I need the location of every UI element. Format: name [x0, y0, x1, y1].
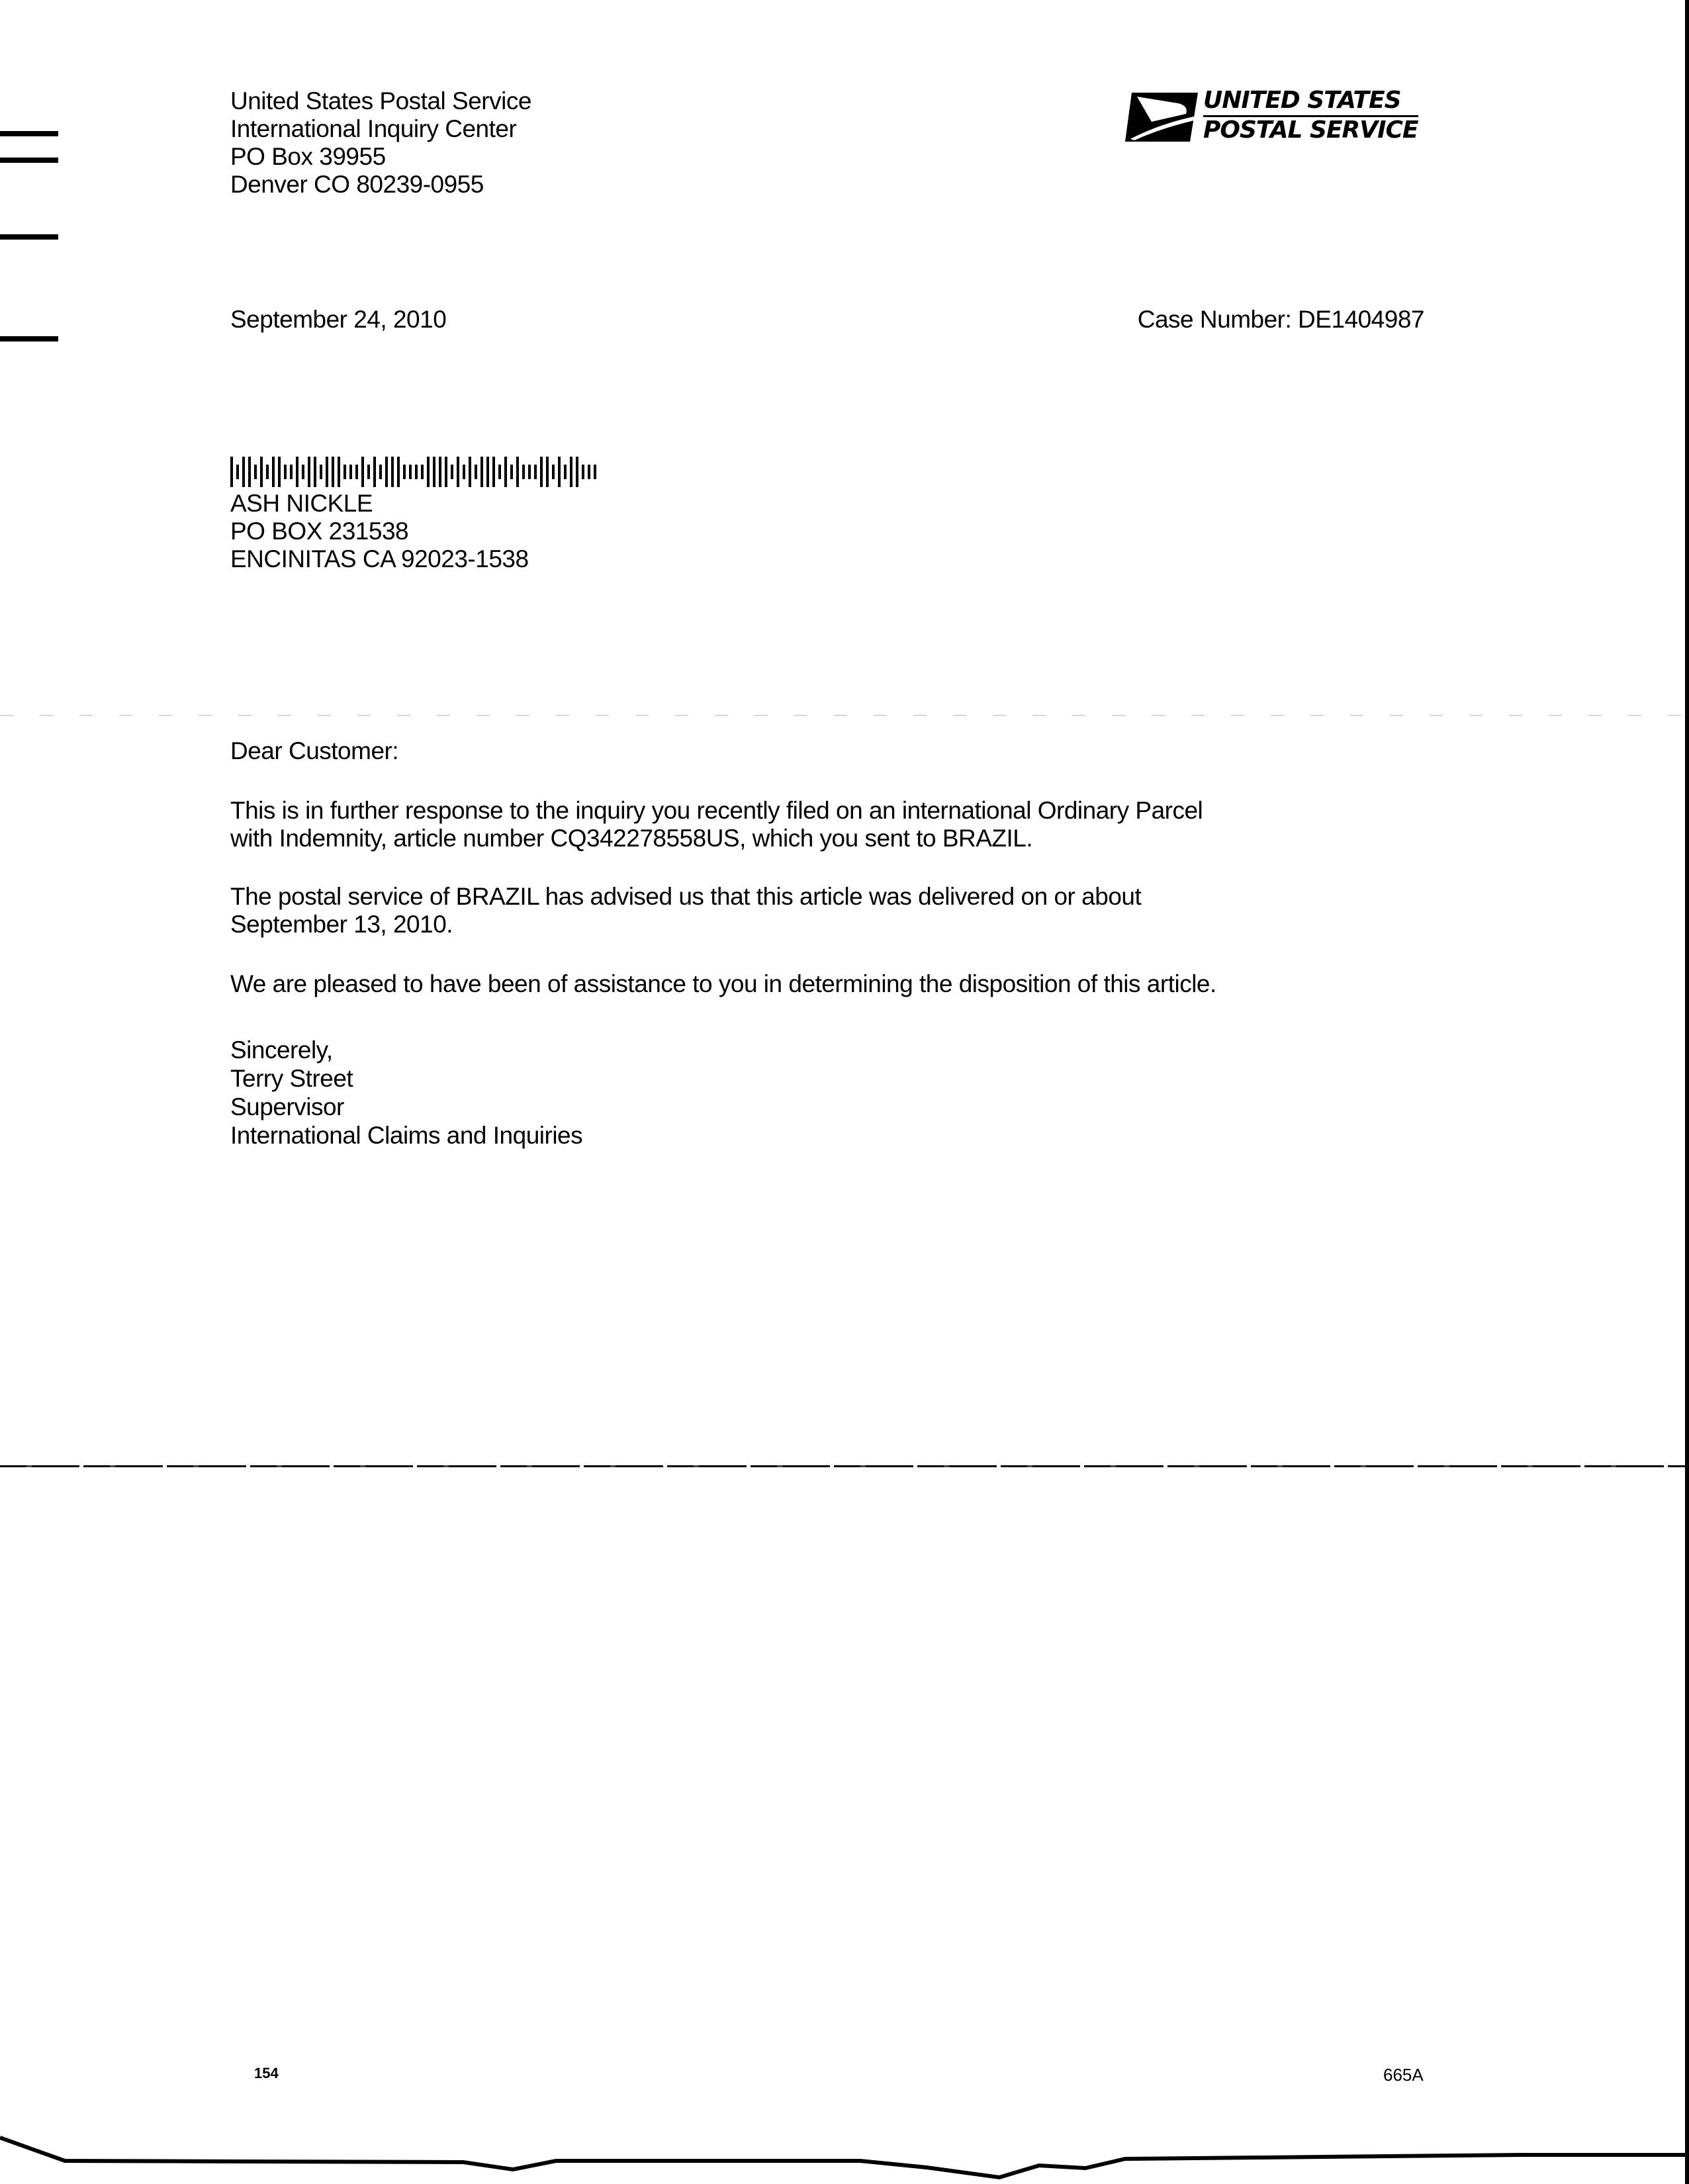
page-edge-right: [1685, 0, 1689, 2184]
barcode-bar: [266, 465, 269, 479]
logo-line-2: POSTAL SERVICE: [1203, 116, 1418, 144]
page-edge-bottom: [0, 2131, 1689, 2184]
barcode-bar: [379, 465, 382, 479]
scan-dotted-line: [0, 715, 1689, 716]
barcode-bar: [367, 465, 370, 479]
barcode-bar: [332, 457, 334, 487]
margin-mark: [0, 131, 58, 136]
footer-code-right: 665A: [1383, 2065, 1424, 2085]
barcode-bar: [373, 457, 376, 487]
barcode-bar: [486, 457, 489, 487]
barcode-bar: [480, 457, 483, 487]
barcode-bar: [260, 457, 263, 487]
barcode-bar: [361, 457, 364, 487]
barcode-bar: [230, 457, 233, 487]
margin-mark: [0, 158, 58, 163]
barcode-bar: [308, 457, 310, 487]
recipient-address: [230, 490, 529, 573]
barcode-bar: [457, 457, 459, 487]
barcode-bar: [451, 465, 453, 479]
usps-logo: [1125, 87, 1430, 147]
sender-line: PO Box 39955: [230, 143, 386, 170]
barcode-bar: [546, 457, 549, 487]
barcode-bar: [272, 457, 275, 487]
barcode-bar: [421, 465, 424, 479]
signer-name: Terry Street: [230, 1065, 353, 1092]
barcode-bar: [427, 457, 430, 487]
barcode-bar: [475, 465, 477, 479]
barcode-bar: [582, 465, 584, 479]
barcode-bar: [343, 465, 346, 479]
paragraph-inquiry: [230, 797, 1203, 852]
barcode-bar: [338, 457, 340, 487]
barcode-bar: [236, 465, 239, 479]
recipient-line: ENCINITAS CA 92023-1538: [230, 545, 529, 572]
barcode-bar: [284, 465, 287, 479]
barcode-bar: [463, 465, 465, 479]
barcode-bar: [504, 457, 507, 487]
barcode-bar: [534, 465, 537, 479]
barcode-bar: [570, 457, 572, 487]
signer-title: Supervisor: [230, 1093, 344, 1120]
paragraph-closing: We are pleased to have been of assistance to you in determining the disposition of this article.: [230, 970, 1216, 997]
footer-code-left: 154: [254, 2065, 279, 2081]
barcode-bar: [558, 457, 561, 487]
margin-mark: [0, 336, 58, 341]
barcode-bar: [278, 457, 281, 487]
letter-date: September 24, 2010: [230, 306, 447, 333]
sender-line: International Inquiry Center: [230, 115, 517, 142]
barcode-bar: [522, 465, 525, 479]
barcode-bar: [397, 457, 400, 487]
barcode-bar: [498, 465, 501, 479]
barcode-bar: [492, 457, 495, 487]
paragraph-line: with Indemnity, article number CQ342278558US, which you sent to BRAZIL.: [230, 825, 1033, 852]
sender-address: [230, 87, 531, 199]
signer-department: International Claims and Inquiries: [230, 1122, 583, 1149]
salutation: Dear Customer:: [230, 737, 399, 764]
barcode-bar: [355, 465, 358, 479]
barcode-bar: [528, 465, 531, 479]
barcode-bar: [320, 465, 322, 479]
barcode-bar: [409, 465, 412, 479]
barcode-bar: [290, 465, 293, 479]
barcode-bar: [248, 457, 251, 487]
barcode-bar: [445, 457, 447, 487]
barcode-bar: [242, 457, 245, 487]
signature-block: [230, 1036, 582, 1150]
barcode-bar: [588, 465, 590, 479]
recipient-line: ASH NICKLE: [230, 490, 373, 517]
paragraph-line: September 13, 2010.: [230, 911, 453, 938]
barcode-bar: [415, 465, 418, 479]
barcode-bar: [510, 465, 513, 479]
barcode-bar: [469, 457, 471, 487]
eagle-icon: [1125, 93, 1198, 142]
barcode-bar: [540, 457, 543, 487]
barcode-bar: [314, 457, 316, 487]
margin-mark: [0, 234, 58, 240]
paragraph-line: This is in further response to the inquiry you recently filed on an international Ordinary Parcel: [230, 797, 1203, 824]
barcode-bar: [516, 457, 519, 487]
logo-line-1: UNITED STATES: [1203, 87, 1418, 117]
barcode-bar: [564, 465, 567, 479]
recipient-line: PO BOX 231538: [230, 518, 409, 545]
barcode-bar: [254, 465, 257, 479]
sender-line: United States Postal Service: [230, 87, 531, 114]
barcode-bar: [594, 465, 596, 479]
sender-line: Denver CO 80239-0955: [230, 171, 484, 198]
case-number: Case Number: DE1404987: [1137, 306, 1424, 333]
postal-barcode-icon: [230, 454, 596, 487]
barcode-bar: [296, 457, 298, 487]
barcode-bar: [403, 465, 406, 479]
barcode-bar: [385, 457, 388, 487]
barcode-bar: [439, 457, 441, 487]
barcode-bar: [552, 465, 555, 479]
barcode-bar: [391, 457, 394, 487]
paragraph-delivery: [230, 883, 1141, 938]
fold-line: [0, 1465, 1689, 1467]
closing: Sincerely,: [230, 1036, 333, 1064]
barcode-bar: [433, 457, 435, 487]
barcode-bar: [576, 457, 578, 487]
barcode-bar: [349, 465, 352, 479]
paragraph-line: The postal service of BRAZIL has advised us that this article was delivered on or about: [230, 883, 1142, 910]
barcode-bar: [302, 465, 304, 479]
barcode-bar: [326, 457, 328, 487]
